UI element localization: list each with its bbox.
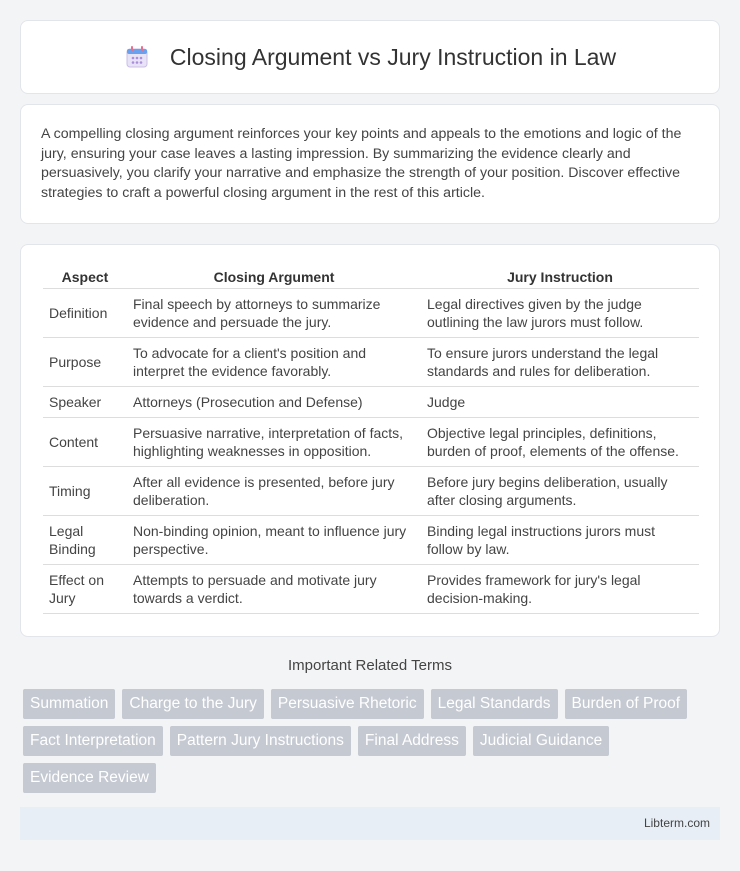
aspect-cell: Content [43, 418, 127, 467]
jury-cell: Judge [421, 387, 699, 418]
aspect-cell: Purpose [43, 338, 127, 387]
aspect-cell: Speaker [43, 387, 127, 418]
closing-cell: Non-binding opinion, meant to influence jury perspective. [127, 516, 421, 565]
comparison-table [43, 265, 699, 614]
table-row [43, 289, 699, 338]
related-terms-title: Important Related Terms [288, 657, 452, 674]
calendar-icon [124, 44, 150, 70]
table-row [43, 387, 699, 418]
table-row [43, 338, 699, 387]
related-terms-list [23, 689, 723, 793]
tag-legal-standards[interactable]: Legal Standards [431, 689, 558, 719]
header-jury-instruction: Jury Instruction [421, 265, 699, 289]
header-closing-argument: Closing Argument [127, 265, 421, 289]
table-row [43, 565, 699, 614]
header-aspect: Aspect [43, 265, 127, 289]
jury-cell: Objective legal principles, definitions, burden of proof, elements of the offense. [421, 418, 699, 467]
intro-text: A compelling closing argument reinforces your key points and appeals to the emotions and logic of the jury, ensuring your case leaves a lasting impression. By summarizing the evidence clearly and persuasively, you clarify your narrative and emphasize the strength of your position. Discover effective strategies to craft a powerful closing argument in the rest of this article. [41, 126, 682, 201]
footer-link[interactable]: Libterm.com [643, 816, 710, 830]
closing-cell: To advocate for a client's position and interpret the evidence favorably. [127, 338, 421, 387]
closing-cell: After all evidence is presented, before jury deliberation. [127, 467, 421, 516]
table-row [43, 418, 699, 467]
title-card [20, 20, 720, 94]
table-row [43, 467, 699, 516]
jury-cell: Before jury begins deliberation, usually after closing arguments. [421, 467, 699, 516]
tag-persuasive-rhetoric[interactable]: Persuasive Rhetoric [271, 689, 424, 719]
aspect-cell: Definition [43, 289, 127, 338]
closing-cell: Attempts to persuade and motivate jury towards a verdict. [127, 565, 421, 614]
intro-card [20, 104, 720, 224]
jury-cell: To ensure jurors understand the legal standards and rules for deliberation. [421, 338, 699, 387]
table-header-row [43, 265, 699, 289]
aspect-cell: Effect on Jury [43, 565, 127, 614]
aspect-cell: Timing [43, 467, 127, 516]
jury-cell: Binding legal instructions jurors must follow by law. [421, 516, 699, 565]
tag-judicial-guidance[interactable]: Judicial Guidance [473, 726, 609, 756]
tag-pattern-jury-instructions[interactable]: Pattern Jury Instructions [170, 726, 351, 756]
table-row [43, 516, 699, 565]
aspect-cell: Legal Binding [43, 516, 127, 565]
closing-cell: Persuasive narrative, interpretation of facts, highlighting weaknesses in opposition. [127, 418, 421, 467]
jury-cell: Legal directives given by the judge outlining the law jurors must follow. [421, 289, 699, 338]
tag-charge-to-the-jury[interactable]: Charge to the Jury [122, 689, 264, 719]
tag-evidence-review[interactable]: Evidence Review [23, 763, 156, 793]
closing-cell: Final speech by attorneys to summarize evidence and persuade the jury. [127, 289, 421, 338]
comparison-card [20, 244, 720, 637]
page-title: Closing Argument vs Jury Instruction in Law [169, 43, 617, 70]
jury-cell: Provides framework for jury's legal decision-making. [421, 565, 699, 614]
footer [20, 807, 720, 840]
tag-fact-interpretation[interactable]: Fact Interpretation [23, 726, 163, 756]
tag-final-address[interactable]: Final Address [358, 726, 466, 756]
tag-burden-of-proof[interactable]: Burden of Proof [565, 689, 688, 719]
closing-cell: Attorneys (Prosecution and Defense) [127, 387, 421, 418]
tag-summation[interactable]: Summation [23, 689, 115, 719]
